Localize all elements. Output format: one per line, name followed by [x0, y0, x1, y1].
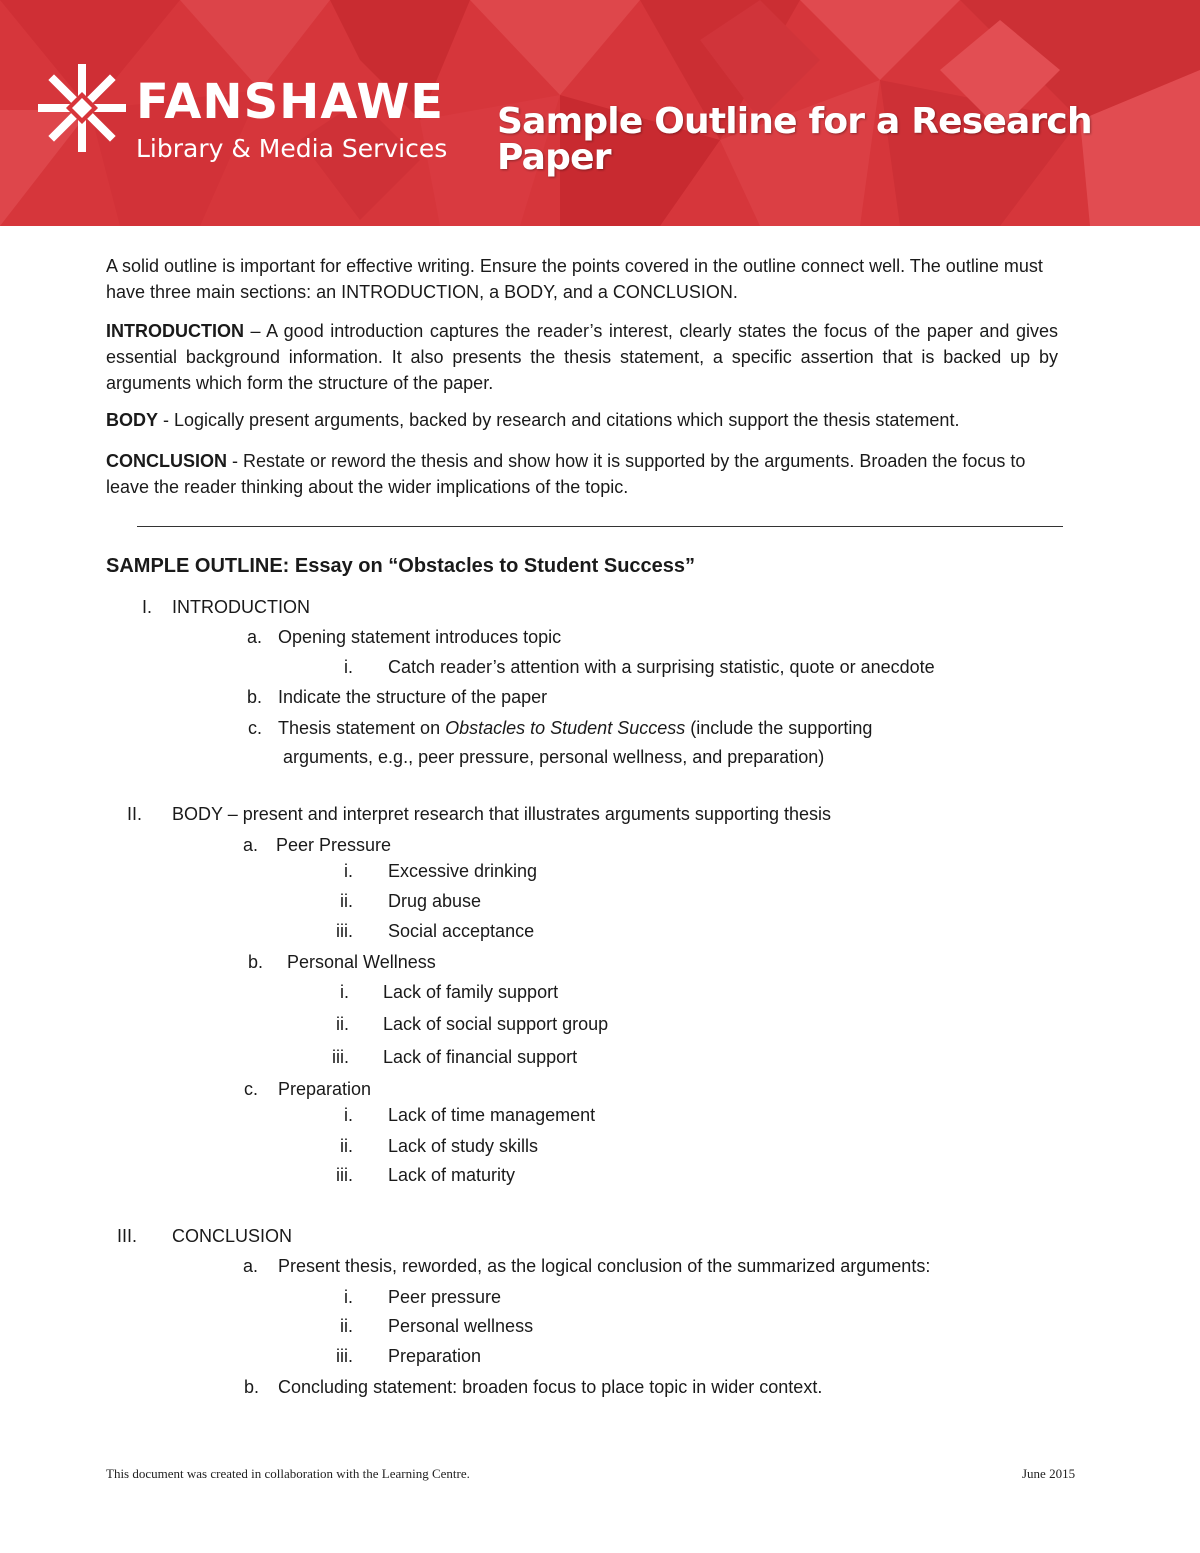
- outline-text: CONCLUSION: [172, 1226, 293, 1246]
- header-banner: [0, 0, 1200, 226]
- footer-date: June 2015: [1022, 1466, 1076, 1481]
- section-text: Logically present arguments, backed by research and citations which support the thesis statement.: [174, 410, 960, 430]
- outline-text: Concluding statement: broaden focus to place topic in wider context.: [278, 1377, 823, 1397]
- outline-marker: a.: [242, 835, 258, 855]
- outline-text: Peer Pressure: [276, 835, 392, 855]
- section-separator: -: [158, 410, 175, 430]
- outline-marker: III.: [116, 1226, 137, 1246]
- outline-marker: c.: [247, 718, 262, 738]
- outline-text: Indicate the structure of the paper: [278, 687, 548, 707]
- outline-text: Lack of time management: [388, 1105, 596, 1125]
- outline-heading-rest: : Essay on “Obstacles to Student Success”: [282, 555, 696, 577]
- outline-text: Present thesis, reworded, as the logical conclusion of the summarized arguments:: [278, 1256, 931, 1276]
- outline-marker: II.: [126, 804, 142, 824]
- outline-marker: iii.: [336, 1165, 353, 1185]
- outline-marker: a.: [246, 627, 262, 647]
- section-label: CONCLUSION: [106, 451, 227, 471]
- body-description: [106, 407, 1058, 433]
- outline-text: INTRODUCTION: [172, 597, 310, 617]
- outline-marker: iii.: [332, 1047, 349, 1067]
- outline-heading-bold: SAMPLE OUTLINE: [106, 555, 283, 577]
- outline-text: Personal Wellness: [287, 952, 436, 972]
- outline-marker: iii.: [336, 921, 353, 941]
- outline-text: Lack of financial support: [383, 1047, 578, 1067]
- outline-marker: c.: [243, 1079, 258, 1099]
- outline-text: Drug abuse: [388, 891, 482, 911]
- outline-text: Excessive drinking: [388, 861, 538, 881]
- outline-marker: i.: [344, 861, 353, 881]
- outline-text: arguments, e.g., peer pressure, personal wellness, and preparation): [283, 747, 825, 767]
- outline-marker: ii.: [340, 1136, 353, 1156]
- section-separator: –: [244, 321, 267, 341]
- outline-marker: b.: [247, 952, 263, 972]
- outline-text: BODY – present and interpret research that illustrates arguments supporting thesis: [172, 804, 832, 824]
- outline-text: Personal wellness: [388, 1316, 534, 1336]
- horizontal-divider: [137, 526, 1063, 527]
- outline-text: Lack of family support: [383, 982, 559, 1002]
- outline-marker: i.: [344, 657, 353, 677]
- document-title: Sample Outline for a Research Paper: [497, 101, 1092, 178]
- outline-heading: [106, 553, 695, 579]
- outline-text: Peer pressure: [388, 1287, 502, 1307]
- outline-marker: iii.: [336, 1346, 353, 1366]
- outline-text: Preparation: [278, 1079, 372, 1099]
- intro-paragraph: A solid outline is important for effective writing. Ensure the points covered in the outline connect well. The outline must have three main sections: an INTRODUCTION, a BODY, and a CONCLUSION.: [106, 256, 1043, 302]
- outline-marker: b.: [246, 687, 262, 707]
- logo-subtitle: Library & Media Services: [136, 134, 448, 163]
- outline-text: Catch reader’s attention with a surprising statistic, quote or anecdote: [388, 657, 935, 677]
- introduction-description: [106, 318, 1058, 396]
- fanshawe-logo-icon: [36, 62, 128, 154]
- footer-credit: This document was created in collaboration with the Learning Centre.: [106, 1466, 470, 1481]
- outline-marker: ii.: [336, 1014, 349, 1034]
- outline-text: Lack of maturity: [388, 1165, 516, 1185]
- outline-marker: a.: [242, 1256, 258, 1276]
- outline-text: Thesis statement on Obstacles to Student Success (include the supporting: [278, 718, 873, 738]
- logo-name: FANSHAWE: [136, 74, 445, 130]
- outline-text: Social acceptance: [388, 921, 535, 941]
- section-text: A good introduction captures the reader’s interest, clearly states the focus of the paper and gives essential background information. It also presents the thesis statement, a specific assertion that is backed up by arguments which form the structure of the paper.: [106, 321, 1058, 393]
- thesis-emphasis: Obstacles to Student Success: [445, 718, 686, 738]
- outline-marker: i.: [340, 982, 349, 1002]
- outline-marker: i.: [344, 1287, 353, 1307]
- outline-text: Opening statement introduces topic: [278, 627, 562, 647]
- conclusion-description: [106, 448, 1058, 500]
- outline-marker: i.: [344, 1105, 353, 1125]
- outline-marker: I.: [141, 597, 152, 617]
- section-label: BODY: [106, 410, 159, 430]
- outline-marker: ii.: [340, 891, 353, 911]
- section-text: Restate or reword the thesis and show how it is supported by the arguments. Broaden the focus to leave the reader thinking about the wider implications of the topic.: [106, 451, 1026, 497]
- outline-text: Preparation: [388, 1346, 482, 1366]
- outline-text: Lack of study skills: [388, 1136, 539, 1156]
- section-separator: -: [227, 451, 243, 471]
- outline-marker: ii.: [340, 1316, 353, 1336]
- outline-text: Lack of social support group: [383, 1014, 609, 1034]
- outline-marker: b.: [243, 1377, 259, 1397]
- section-label: INTRODUCTION: [106, 321, 244, 341]
